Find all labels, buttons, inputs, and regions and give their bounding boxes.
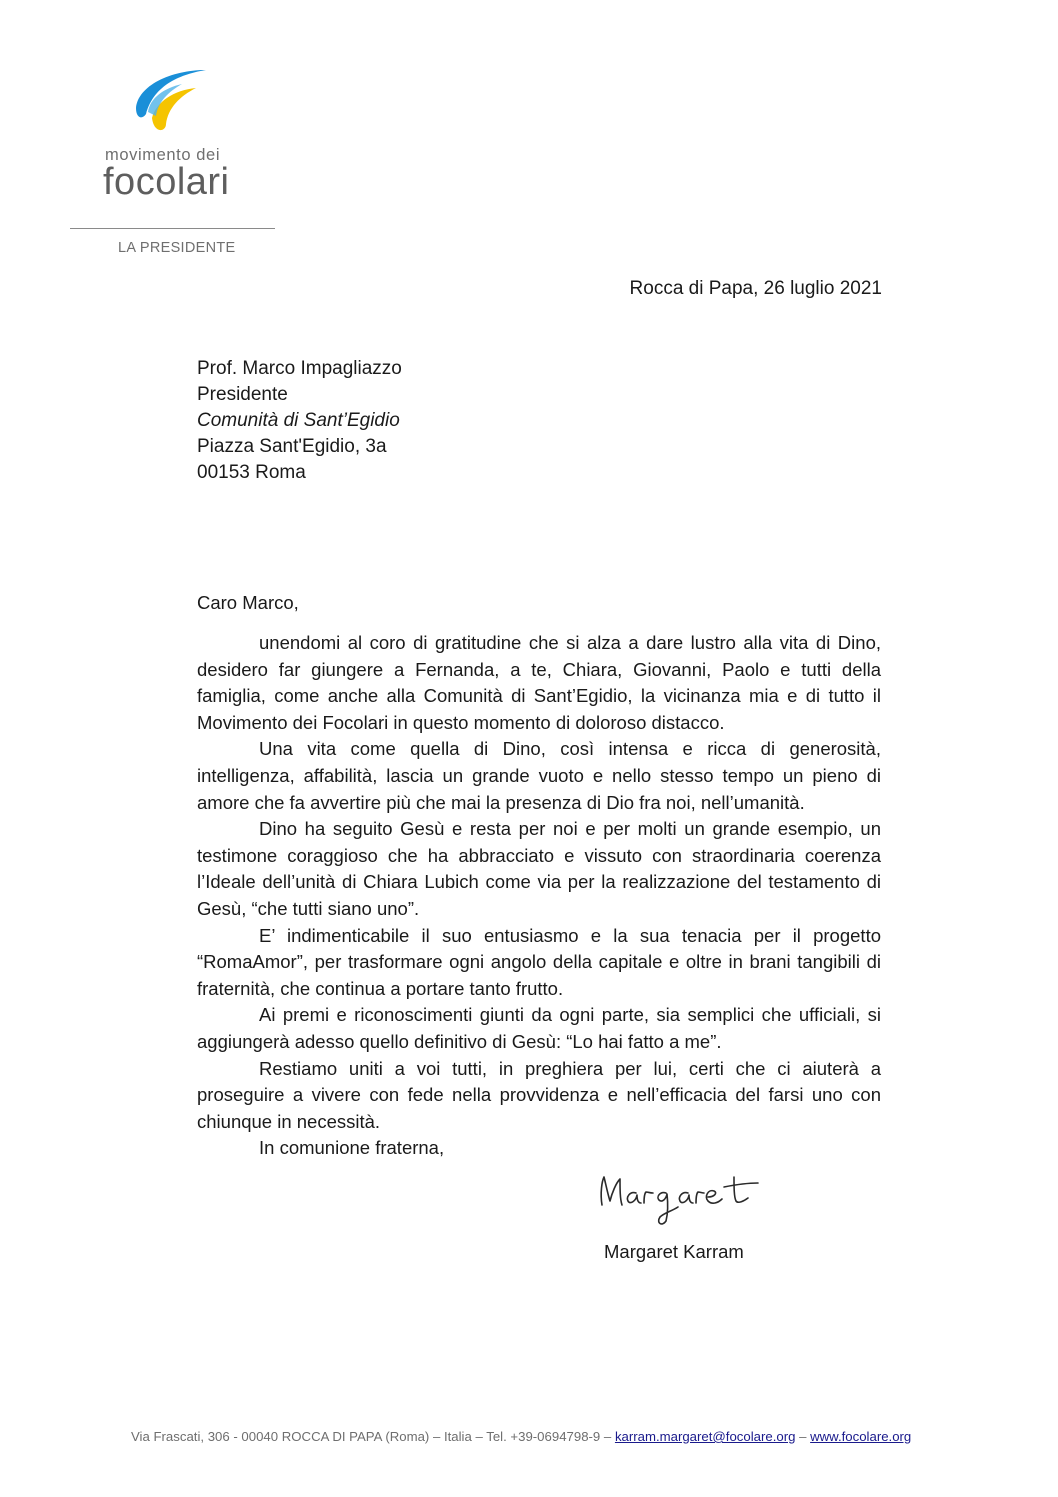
footer-separator: – xyxy=(799,1429,807,1444)
letterhead-footer xyxy=(131,1429,911,1444)
recipient-address xyxy=(197,356,402,486)
focolari-flame-icon xyxy=(130,68,210,140)
body-paragraph: Ai premi e riconoscimenti giunti da ogni parte, sia semplici che ufficiali, si aggiungerà adesso quello definitivo di Gesù: “Lo hai fatto a me”. xyxy=(197,1004,881,1052)
letter-date: Rocca di Papa, 26 luglio 2021 xyxy=(629,278,882,299)
body-paragraph: Dino ha seguito Gesù e resta per noi e per molti un grande esempio, un testimone coraggioso che ha abbracciato e vissuto con straordinaria coerenza l’Ideale dell’unità di Chiara Lubich come via per la realizzazione del testamento di Gesù, “che tutti siano uno”. xyxy=(197,818,881,919)
footer-email-link[interactable]: karram.margaret@focolare.org xyxy=(614,1429,796,1444)
recipient-street: Piazza Sant'Egidio, 3a xyxy=(197,436,387,457)
letter-body xyxy=(197,630,881,1162)
logo-text-movimento-dei: movimento dei xyxy=(105,146,221,164)
footer-address: Via Frascati, 306 - 00040 ROCCA DI PAPA (Roma) – Italia – Tel. +39-0694798-9 – xyxy=(131,1429,612,1444)
salutation: Caro Marco, xyxy=(197,592,299,613)
closing-line: In comunione fraterna, xyxy=(259,1137,445,1159)
recipient-organization: Comunità di Sant’Egidio xyxy=(197,410,400,431)
recipient-name: Prof. Marco Impagliazzo xyxy=(197,358,402,379)
signatory-name: Margaret Karram xyxy=(604,1241,744,1262)
footer-website-link[interactable]: www.focolare.org xyxy=(810,1429,912,1444)
body-paragraph: Una vita come quella di Dino, così intensa e ricca di generosità, intelligenza, affabilità, lascia un grande vuoto e nello stesso tempo un pieno di amore che fa avvertire più che mai la presenza di Dio fra noi, nell’umanità. xyxy=(197,738,881,813)
logo-text-focolari: focolari xyxy=(103,161,230,203)
handwritten-signature xyxy=(596,1165,766,1236)
body-paragraph: unendomi al coro di gratitudine che si alza a dare lustro alla vita di Dino, desidero far giungere a Fernanda, a te, Chiara, Giovanni, Paolo e tutti della famiglia, come anche alla Comunità di Sant’Egidio, la vicinanza mia e di tutto il Movimento dei Focolari in questo momento di doloroso distacco. xyxy=(197,632,881,733)
focolari-logo xyxy=(100,68,250,208)
body-paragraph: Restiamo uniti a voi tutti, in preghiera per lui, certi che ci aiuterà a proseguire a vivere con fede nella provvidenza e nell’efficacia del farsi uno con chiunque in necessità. xyxy=(197,1057,881,1132)
body-paragraph: E’ indimenticabile il suo entusiasmo e la sua tenacia per il progetto “RomaAmor”, per trasformare ogni angolo della capitale e oltre in brani tangibili di fraternità, che continua a portare tanto frutto. xyxy=(197,924,881,999)
letterhead-divider xyxy=(70,228,275,229)
recipient-title: Presidente xyxy=(197,384,288,405)
letterhead-role: LA PRESIDENTE xyxy=(118,240,236,256)
recipient-city: 00153 Roma xyxy=(197,462,306,483)
